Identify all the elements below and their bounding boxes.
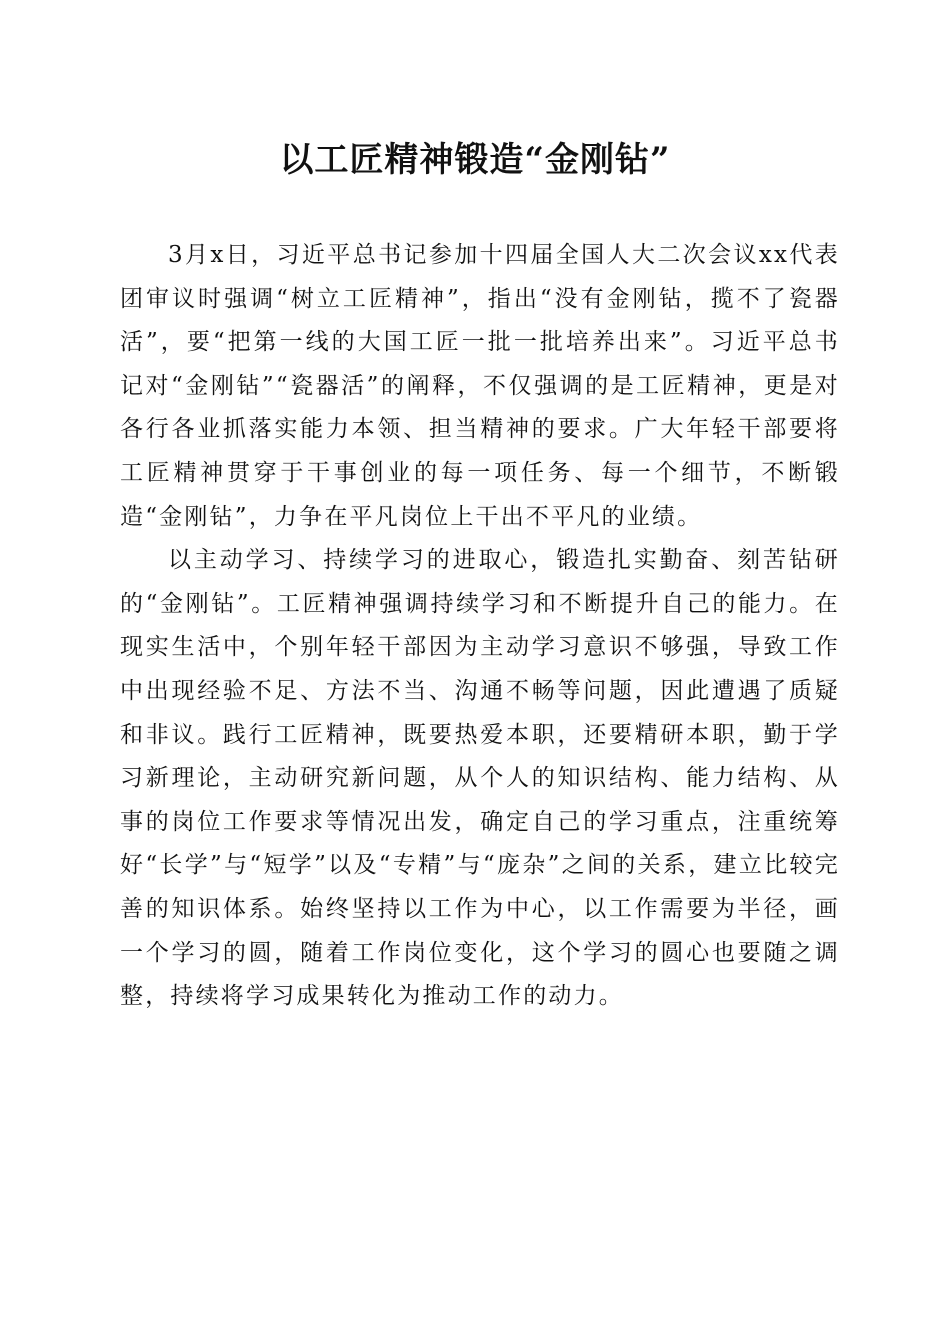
document-body xyxy=(120,234,840,1019)
paragraph-learning: 以主动学习、持续学习的进取心，锻造扎实勤奋、刻苦钻研的“金刚钻”。工匠精神强调持续学习和不断提升自己的能力。在现实生活中，个别年轻干部因为主动学习意识不够强，导致工作中出现经验不足、方法不当、沟通不畅等问题，因此遭遇了质疑和非议。践行工匠精神，既要热爱本职，还要精研本职，勤于学习新理论，主动研究新问题，从个人的知识结构、能力结构、从事的岗位工作要求等情况出发，确定自己的学习重点，注重统筹好“长学”与“短学”以及“专精”与“庞杂”之间的关系，建立比较完善的知识体系。始终坚持以工作为中心，以工作需要为半径，画一个学习的圆，随着工作岗位变化，这个学习的圆心也要随之调整，持续将学习成果转化为推动工作的动力。 xyxy=(120,547,840,1010)
paragraph-intro: 3月x日，习近平总书记参加十四届全国人大二次会议xx代表团审议时强调“树立工匠精神”，指出“没有金刚钻，揽不了瓷器活”，要“把第一线的大国工匠一批一批培养出来”。习近平总书记对“金刚钻”“瓷器活”的阐释，不仅强调的是工匠精神，更是对各行各业抓落实能力本领、担当精神的要求。广大年轻干部要将工匠精神贯穿于干事创业的每一项任务、每一个细节，不断锻造“金刚钻”，力争在平凡岗位上干出不平凡的业绩。 xyxy=(120,242,840,530)
document-title: 以工匠精神锻造“金刚钻” xyxy=(279,140,671,180)
